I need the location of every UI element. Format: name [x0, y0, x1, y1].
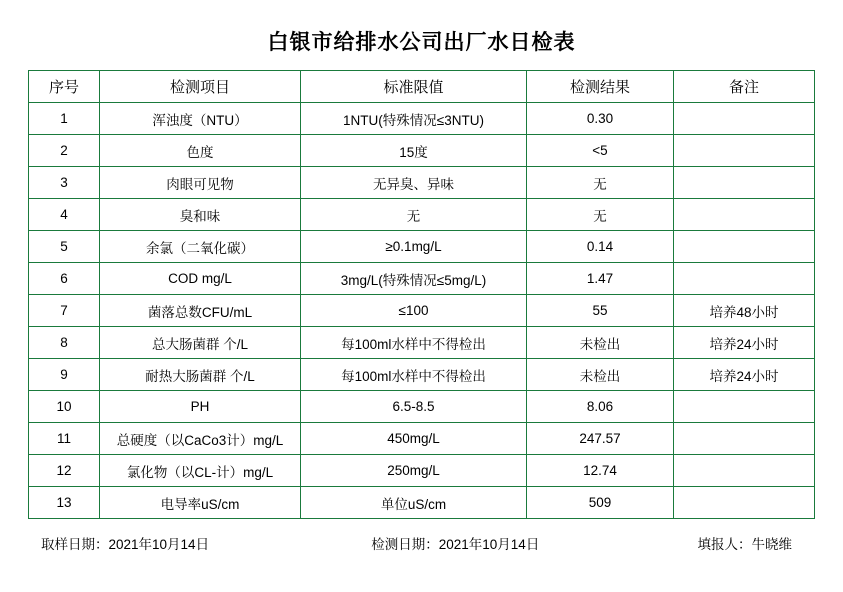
table-row [29, 199, 815, 231]
header-cell-item: 检测项目 [100, 71, 301, 103]
cell-result: 1.47 [527, 263, 674, 295]
table-row [29, 423, 815, 455]
test-date: 检测日期：2021年10月14日 [371, 537, 540, 552]
cell-item: 余氯（二氧化碳） [100, 231, 301, 263]
header-cell-note: 备注 [674, 71, 815, 103]
water-quality-table [28, 70, 815, 519]
cell-limit: 450mg/L [301, 423, 527, 455]
cell-limit: 无 [301, 199, 527, 231]
cell-item: 浑浊度（NTU） [100, 103, 301, 135]
cell-limit: 250mg/L [301, 455, 527, 487]
cell-limit: 单位uS/cm [301, 487, 527, 519]
cell-no: 13 [29, 487, 100, 519]
cell-item: 耐热大肠菌群 个/L [100, 359, 301, 391]
cell-no: 3 [29, 167, 100, 199]
cell-note: 培养48小时 [674, 295, 815, 327]
cell-item: 色度 [100, 135, 301, 167]
cell-no: 4 [29, 199, 100, 231]
table-header [29, 71, 815, 103]
header-cell-result: 检测结果 [527, 71, 674, 103]
header-cell-no: 序号 [29, 71, 100, 103]
cell-result: 55 [527, 295, 674, 327]
cell-result: 8.06 [527, 391, 674, 423]
cell-item: COD mg/L [100, 263, 301, 295]
cell-no: 8 [29, 327, 100, 359]
cell-note [674, 455, 815, 487]
footer [31, 519, 812, 553]
sampling-date: 取样日期：2021年10月14日 [41, 537, 210, 552]
cell-result: 未检出 [527, 359, 674, 391]
header-cell-limit: 标准限值 [301, 71, 527, 103]
filler-name: 填报人：牛晓维 [697, 537, 792, 552]
cell-result: 0.14 [527, 231, 674, 263]
cell-note [674, 423, 815, 455]
cell-limit: 每100ml水样中不得检出 [301, 359, 527, 391]
cell-no: 7 [29, 295, 100, 327]
table-body [29, 103, 815, 519]
cell-limit: ≥0.1mg/L [301, 231, 527, 263]
cell-note [674, 391, 815, 423]
cell-item: 肉眼可见物 [100, 167, 301, 199]
cell-no: 11 [29, 423, 100, 455]
cell-result: 12.74 [527, 455, 674, 487]
cell-limit: 无异臭、异味 [301, 167, 527, 199]
cell-limit: 1NTU(特殊情况≤3NTU) [301, 103, 527, 135]
cell-no: 1 [29, 103, 100, 135]
cell-no: 5 [29, 231, 100, 263]
table-row [29, 359, 815, 391]
cell-result: 无 [527, 167, 674, 199]
page-title: 白银市给排水公司出厂水日检表 [267, 30, 576, 54]
cell-note [674, 167, 815, 199]
cell-limit: 15度 [301, 135, 527, 167]
cell-limit: 3mg/L(特殊情况≤5mg/L) [301, 263, 527, 295]
table-row [29, 167, 815, 199]
cell-note [674, 231, 815, 263]
cell-no: 12 [29, 455, 100, 487]
cell-item: 电导率uS/cm [100, 487, 301, 519]
cell-note [674, 487, 815, 519]
table-row [29, 327, 815, 359]
table-row [29, 455, 815, 487]
table-row [29, 391, 815, 423]
cell-result: 247.57 [527, 423, 674, 455]
cell-no: 9 [29, 359, 100, 391]
cell-note [674, 263, 815, 295]
cell-note: 培养24小时 [674, 359, 815, 391]
table-row [29, 295, 815, 327]
table-row [29, 231, 815, 263]
cell-no: 10 [29, 391, 100, 423]
cell-result: 509 [527, 487, 674, 519]
cell-item: 菌落总数CFU/mL [100, 295, 301, 327]
cell-note [674, 135, 815, 167]
cell-result: 无 [527, 199, 674, 231]
table-row [29, 135, 815, 167]
cell-no: 2 [29, 135, 100, 167]
table-row [29, 263, 815, 295]
cell-item: 总硬度（以CaCo3计）mg/L [100, 423, 301, 455]
cell-limit: ≤100 [301, 295, 527, 327]
table-header-row [29, 71, 815, 103]
cell-result: 0.30 [527, 103, 674, 135]
cell-item: 总大肠菌群 个/L [100, 327, 301, 359]
cell-limit: 每100ml水样中不得检出 [301, 327, 527, 359]
cell-note [674, 103, 815, 135]
cell-item: 臭和味 [100, 199, 301, 231]
cell-limit: 6.5-8.5 [301, 391, 527, 423]
cell-result: 未检出 [527, 327, 674, 359]
cell-no: 6 [29, 263, 100, 295]
cell-item: PH [100, 391, 301, 423]
cell-note: 培养24小时 [674, 327, 815, 359]
cell-result: <5 [527, 135, 674, 167]
cell-note [674, 199, 815, 231]
table-row [29, 103, 815, 135]
cell-item: 氯化物（以CL-计）mg/L [100, 455, 301, 487]
table-row [29, 487, 815, 519]
